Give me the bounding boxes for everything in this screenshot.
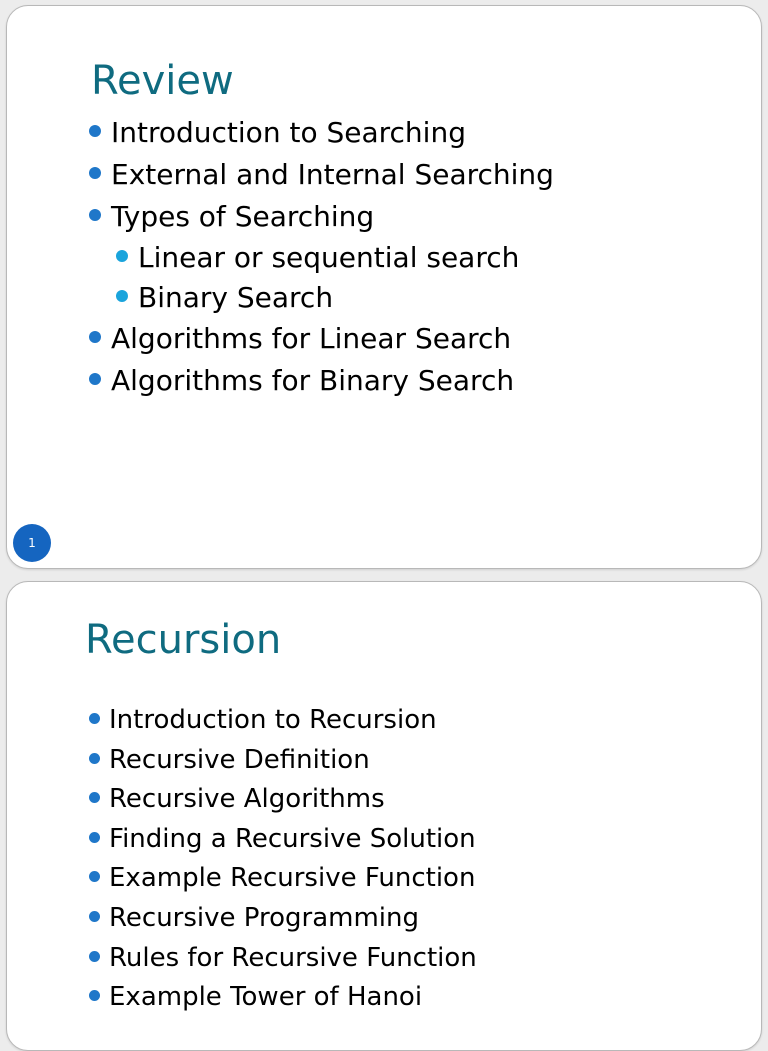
bullet-dot-icon: [89, 792, 100, 803]
bullet-dot-icon: [89, 331, 101, 343]
bullet-text: Binary Search: [138, 281, 334, 314]
bullet-dot-icon: [89, 125, 101, 137]
bullet-dot-icon: [89, 990, 100, 1001]
bullet-text: Algorithms for Linear Search: [111, 322, 512, 355]
bullet-text: Algorithms for Binary Search: [111, 364, 515, 397]
bullet-item: [87, 820, 477, 860]
bullet-text: Types of Searching: [111, 200, 375, 233]
bullet-item: [87, 112, 554, 154]
bullet-dot-icon: [89, 911, 100, 922]
bullet-item: [87, 701, 477, 741]
slide-number-badge: 1: [13, 524, 51, 562]
bullet-text: Recursive Definition: [109, 744, 370, 775]
bullet-dot-icon: [89, 167, 101, 179]
bullet-text: Introduction to Recursion: [109, 705, 437, 735]
bullet-item: [87, 859, 477, 899]
bullet-item: [87, 360, 554, 402]
bullet-text: External and Internal Searching: [111, 158, 554, 191]
bullet-text: Rules for Recursive Function: [109, 942, 477, 973]
slide-title: Recursion: [85, 617, 282, 663]
bullet-text: Finding a Recursive Solution: [109, 823, 476, 854]
bullet-dot-icon: [89, 209, 101, 221]
bullet-dot-icon: [89, 753, 100, 764]
bullet-dot-icon: [116, 290, 128, 302]
bullet-dot-icon: [116, 250, 128, 262]
bullet-dot-icon: [89, 871, 100, 882]
slide-recursion: [6, 581, 762, 1051]
sub-bullet-item: [87, 278, 554, 318]
bullet-item: [87, 318, 554, 360]
bullet-list: [87, 112, 554, 402]
bullet-item: [87, 154, 554, 196]
slide-title: Review: [91, 58, 234, 104]
bullet-item: [87, 741, 477, 781]
bullet-text: Recursive Algorithms: [109, 784, 385, 815]
slide-review: [6, 5, 762, 569]
bullet-text: Example Recursive Function: [109, 863, 476, 894]
bullet-text: Linear or sequential search: [138, 241, 520, 274]
bullet-dot-icon: [89, 713, 100, 724]
bullet-dot-icon: [89, 951, 100, 962]
bullet-item: [87, 978, 477, 1018]
bullet-dot-icon: [89, 832, 100, 843]
bullet-item: [87, 899, 477, 939]
bullet-text: Introduction to Searching: [111, 116, 466, 149]
bullet-item: [87, 780, 477, 820]
bullet-text: Example Tower of Hanoi: [109, 982, 423, 1013]
bullet-dot-icon: [89, 373, 101, 385]
bullet-list: [87, 701, 477, 1018]
bullet-text: Recursive Programming: [109, 902, 420, 933]
bullet-item: [87, 939, 477, 979]
sub-bullet-item: [87, 238, 554, 278]
bullet-item: [87, 196, 554, 238]
